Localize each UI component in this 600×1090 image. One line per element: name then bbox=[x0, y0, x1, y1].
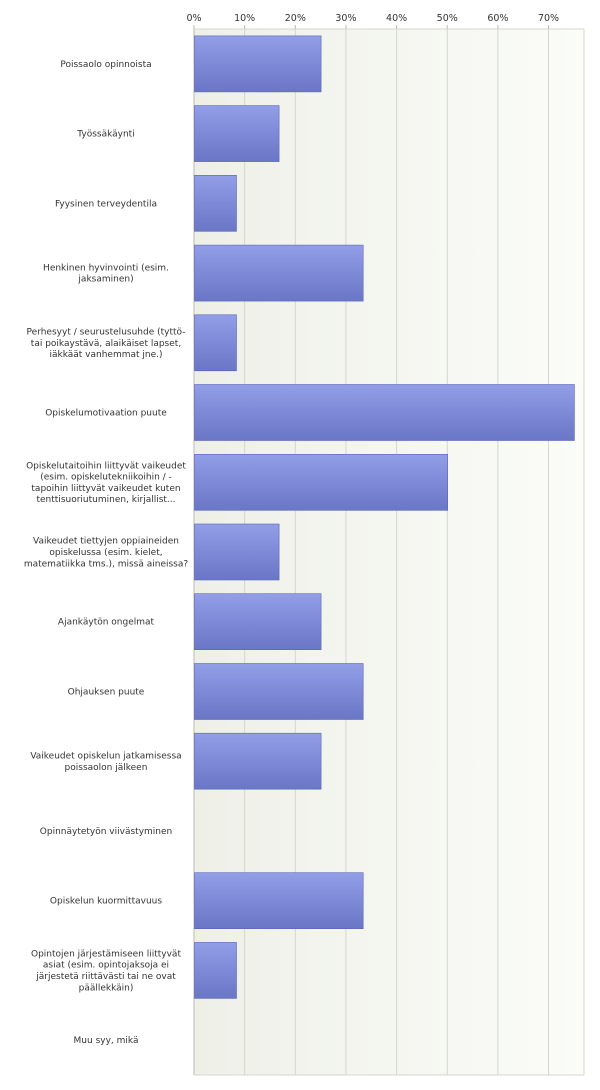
bar bbox=[195, 524, 280, 580]
bar bbox=[195, 106, 280, 162]
x-tick-label: 60% bbox=[487, 13, 509, 24]
bar bbox=[195, 733, 322, 789]
bar bbox=[195, 664, 364, 720]
category-label-line: Vaikeudet opiskelun jatkamisessa bbox=[30, 751, 182, 762]
bar bbox=[195, 245, 364, 301]
category-label-line: Ohjauksen puute bbox=[67, 687, 145, 698]
x-tick-label: 20% bbox=[284, 13, 306, 24]
bar bbox=[195, 454, 448, 510]
bar bbox=[195, 594, 322, 650]
category-label bbox=[24, 537, 189, 570]
category-label-line: opiskelussa (esim. kielet, bbox=[49, 548, 163, 558]
category-label-line: päällekkäin) bbox=[78, 983, 134, 994]
category-label bbox=[26, 461, 186, 505]
category-label-line: Opintojen järjestämiseen liittyvät bbox=[31, 949, 181, 960]
x-tick-label: 0% bbox=[186, 13, 202, 24]
category-label-line: Poissaolo opinnoista bbox=[60, 59, 152, 70]
category-label bbox=[45, 409, 167, 419]
category-label bbox=[50, 897, 162, 907]
category-label bbox=[58, 618, 155, 628]
category-label-line: poissaolon jälkeen bbox=[64, 762, 148, 773]
category-label-line: (esim. opiskelutekniikoihin / - bbox=[40, 472, 172, 483]
category-label-line: Perhesyyt / seurustelusuhde (tyttö- bbox=[26, 327, 186, 338]
category-label bbox=[31, 949, 181, 993]
x-tick-label: 50% bbox=[436, 13, 458, 24]
category-label-line: Opinnäytetyön viivästyminen bbox=[39, 826, 173, 837]
category-label-line: Opiskelumotivaation puute bbox=[45, 408, 167, 419]
category-label-line: tai poikaystävä, alaikäiset lapset, bbox=[30, 338, 182, 349]
category-label-line: Työssäkäynti bbox=[77, 129, 135, 140]
bar bbox=[195, 36, 322, 92]
category-label-line: Opiskelun kuormittavuus bbox=[49, 896, 163, 907]
category-label-line: iäkkäät vanhemmat jne.) bbox=[49, 350, 163, 361]
category-label-line: järjestetä riittävästi tai ne ovat bbox=[36, 972, 176, 982]
category-label-line: matematiikka tms.), missä aineissa? bbox=[23, 559, 189, 570]
category-label bbox=[74, 1036, 139, 1046]
category-label-line: Muu syy, mikä bbox=[73, 1036, 139, 1047]
category-label bbox=[76, 130, 134, 140]
category-label-line: jaksaminen) bbox=[78, 274, 134, 285]
category-label-line: tenttisuoriutuminen, kirjallist... bbox=[36, 495, 176, 506]
bar bbox=[195, 315, 237, 371]
x-tick-label: 30% bbox=[335, 13, 357, 24]
bar bbox=[195, 942, 237, 998]
category-label bbox=[40, 827, 172, 837]
x-tick-label: 70% bbox=[537, 13, 560, 24]
bar bbox=[195, 385, 575, 441]
x-tick-label: 40% bbox=[386, 13, 408, 24]
category-label bbox=[43, 263, 169, 284]
category-label bbox=[68, 688, 145, 698]
bar bbox=[195, 873, 364, 929]
category-label-line: Fyysinen terveydentila bbox=[55, 199, 157, 210]
category-label-line: Vaikeudet tiettyjen oppiaineiden bbox=[33, 536, 179, 547]
category-label-line: Henkinen hyvinvointi (esim. bbox=[43, 263, 169, 274]
category-label-line: Opiskelutaitoihin liittyvät vaikeudet bbox=[26, 461, 186, 472]
bar bbox=[195, 175, 237, 231]
category-labels bbox=[24, 60, 189, 1046]
category-label bbox=[55, 199, 157, 209]
category-label-line: asiat (esim. opintojaksoja ei bbox=[42, 960, 170, 971]
x-tick-label: 10% bbox=[234, 13, 256, 24]
category-label bbox=[27, 328, 186, 361]
x-axis-ticks bbox=[186, 13, 559, 29]
category-label-line: Ajankäytön ongelmat bbox=[57, 617, 155, 628]
category-label bbox=[60, 60, 151, 70]
category-label-line: tapoihin liittyvät vaikeudet kuten bbox=[31, 483, 181, 494]
category-label bbox=[30, 752, 181, 773]
